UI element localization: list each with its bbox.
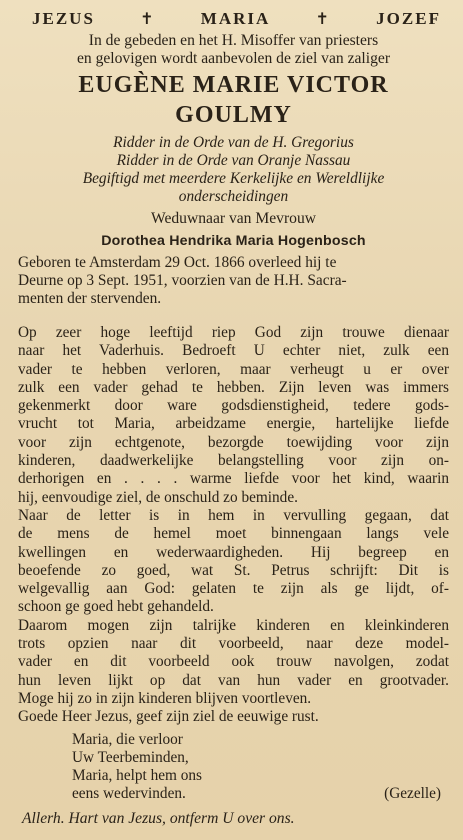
header-jezus: JEZUS	[32, 9, 95, 28]
header-jozef: JOZEF	[376, 9, 441, 28]
eulogy-line: gekenmerkt door ware godsdienstigheid, tedere gods-	[18, 397, 449, 415]
eulogy-line: derhorigen en . . . . warme liefde voor het kind, waarin	[18, 470, 449, 488]
eulogy-line: Daarom mogen zijn talrijke kinderen en kleinkinderen	[18, 616, 449, 634]
born-line	[18, 254, 449, 272]
intro-line: In de gebeden en het H. Misoffer van priesters	[88, 32, 379, 49]
eulogy-line: vader te hebben verloren, maar verheugt u er over	[18, 360, 449, 378]
poem-line: Maria, helpt hem ons	[72, 767, 202, 785]
eulogy-line: Goede Heer Jezus, geef zijn ziel de eeuwige rust.	[18, 708, 319, 726]
born-line-text: Geboren te Amsterdam 29 Oct. 1866 overleed hij te	[18, 254, 337, 271]
eulogy-line: welgevallig aan God: gelaten te zijn als ge lijdt, of-	[18, 580, 449, 598]
intro-line: en gelovigen wordt aanbevolen de ziel van zaliger	[76, 50, 391, 67]
honor-line: Begiftigd met meerdere Kerkelijke en Wereldlijke	[82, 170, 385, 187]
eulogy-line: vader en dit voorbeeld ook trouw navolgen, zodat	[18, 653, 449, 671]
eulogy-line: kinderen, daadwerkelijke belangstelling voor zijn on-	[18, 452, 449, 470]
poem-line: Maria, die verloor	[72, 730, 183, 748]
eulogy-line: Naar de letter is in hem in vervulling gegaan, dat	[18, 506, 449, 524]
cross-icon: ✝	[140, 11, 156, 28]
poem	[18, 731, 449, 804]
intro	[18, 32, 449, 68]
eulogy-line: beoefende zo goed, wat St. Petrus schrijft: Dit is	[18, 561, 449, 579]
poem-author: (Gezelle)	[384, 785, 441, 803]
poem-line: eens wedervinden.	[72, 785, 186, 803]
closing-prayer: Allerh. Hart van Jezus, ontferm U over ons.	[22, 809, 295, 827]
header	[18, 6, 449, 32]
eulogy-line: schoon ge goed hebt gehandeld.	[18, 598, 214, 616]
eulogy-line: hij, eenvoudige ziel, de onschuld zo beminde.	[18, 488, 298, 506]
poem-line: Uw Teerbeminden,	[72, 748, 189, 766]
eulogy-line: Op zeer hoge leeftijd riep God zijn trouwe dienaar	[18, 324, 449, 341]
eulogy-line: hun leven lijkt op dat van hun vader en grootvader.	[18, 671, 449, 689]
honor-line: Ridder in de Orde van de H. Gregorius	[113, 134, 354, 151]
eulogy-line: vrucht tot Maria, arbeidzame energie, hartelijke liefde	[18, 415, 449, 433]
eulogy-line: Moge hij zo in zijn kinderen blijven voortleven.	[18, 689, 312, 707]
honors	[18, 134, 449, 206]
cross-icon: ✝	[315, 11, 331, 28]
birth-death-text	[18, 254, 449, 308]
honor-line: Ridder in de Orde van Oranje Nassau	[116, 152, 351, 169]
widower-line: Weduwnaar van Mevrouw	[150, 210, 317, 227]
eulogy-line: de mens de hemel moet binnengaan langs vele	[18, 525, 449, 543]
born-line: menten der stervenden.	[18, 290, 162, 307]
eulogy-line: zulk een vader gehad te hebben. Zijn leven was immers	[18, 378, 449, 396]
eulogy-line: trots opzien naar dit voorbeeld, naar deze model-	[18, 635, 449, 653]
eulogy-line: naar het Vaderhuis. Bedroeft U echter niet, zulk een	[18, 342, 449, 360]
header-maria: MARIA	[200, 9, 271, 28]
deceased-name: EUGÈNE MARIE VICTOR GOULMY	[78, 72, 389, 128]
honor-line: onderscheidingen	[178, 188, 289, 205]
wife-name: Dorothea Hendrika Maria Hogenbosch	[101, 233, 366, 249]
born-line: Deurne op 3 Sept. 1951, voorzien van de H.H. Sacra-	[18, 272, 347, 289]
eulogy-line: voor zijn echtgenote, bezorgde toewijding voor zijn	[18, 433, 449, 451]
eulogy-text	[18, 324, 449, 727]
eulogy-line: kwellingen en wederwaardigheden. Hij begreep en	[18, 543, 449, 561]
